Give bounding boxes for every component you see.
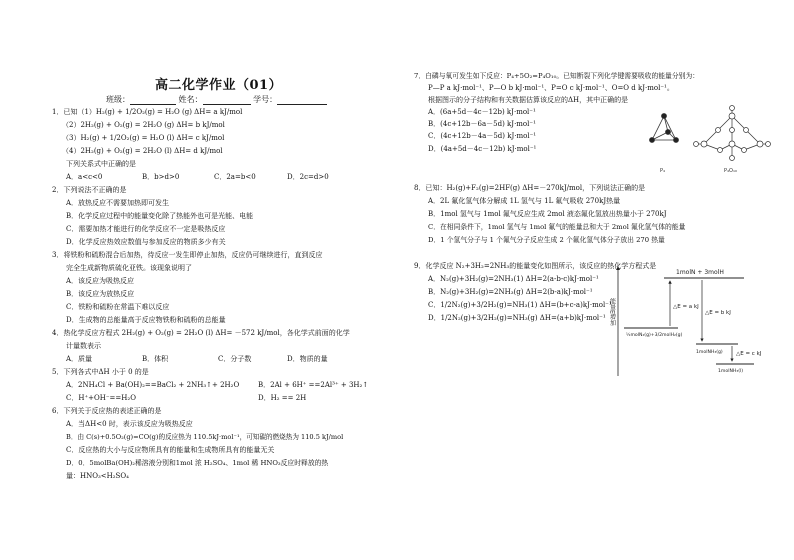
q4-option-a: A．质量 [66, 355, 93, 363]
q6-option-d-line1: D．0．5molBa(OH)₂稀溶液分别和1mol 浓 H₂SO₄、1mol 稀 HNO₃反应时释放的热 [66, 459, 329, 467]
q4-stem-line1: 4．热化学反应方程式 2H₂(g) + O₂(g) = 2H₂O (l) ΔH= －572 kJ/mol，各化学式前面的化学 [52, 329, 350, 337]
q1-ask: 下列关系式中正确的是 [66, 160, 136, 168]
q5-stem: 5．下列各式中ΔH 小于 0 的是 [52, 368, 149, 376]
q7-stem-line1: 7．白磷与氧可发生如下反应：P₄+5O₂=P₄O₁₀。已知断裂下列化学键需要吸收的能量分别为： [414, 72, 700, 80]
q6-option-b: B．由 C(s)+0.5O₂(g)=CO(g)的反应热为 110.5kJ·mol⁻¹，可知碳的燃烧热为 110.5 kJ/mol [66, 433, 344, 441]
q2-option-a: A．放热反应不需要加热即可发生 [66, 199, 170, 207]
id-field [277, 96, 327, 105]
p4o10-label: P₄O₁₀ [724, 168, 737, 174]
molecule-structures [640, 100, 790, 180]
level-atoms-label: 1molN + 3molH [676, 269, 724, 276]
q9-option-a: A．N₂(g)+3H₂(g)=2NH₃(1) ΔH=2(a-b-c)kJ·mol⁻¹ [428, 275, 599, 283]
q9-stem: 9．化学反应 N₂+3H₂=2NH₃的能量变化如图所示，该反应的热化学方程式是 [414, 262, 657, 270]
q4-option-b: B．体积 [142, 355, 169, 363]
delta-c-label: △E = c kJ [736, 351, 762, 357]
q2-option-d: D．化学反应热效应数值与参加反应的物质多少有关 [66, 238, 226, 246]
student-info-line [106, 94, 327, 105]
delta-b-label: △E = b kJ [705, 310, 731, 316]
q2-stem: 2．下列说法不正确的是 [52, 186, 127, 194]
q6-option-c: C．反应热的大小与反应物所具有的能量和生成物所具有的能量无关 [66, 446, 275, 454]
name-field [203, 96, 251, 105]
q8-option-b: B．1mol 氢气与 1mol 氟气反应生成 2mol 液态氟化氢放出热量小于 270kJ [428, 210, 667, 218]
q4-option-d: D．物质的量 [287, 355, 328, 363]
q1-option-d: D．2c=d>0 [287, 173, 329, 181]
q6-stem: 6．下列关于反应热的表述正确的是 [52, 407, 162, 415]
q1-option-b: B．b>d>0 [142, 173, 180, 181]
q7-option-d: D．(4a+5d－4c－12b) kJ·mol⁻¹ [428, 145, 537, 153]
q9-option-d: D．1/2N₂(g)+3/2H₂(g)=NH₃(g) ΔH=(a+b)kJ·mol⁻¹ [428, 314, 606, 322]
q7-option-a: A．(6a+5d－4c－12b) kJ·mol⁻¹ [428, 108, 536, 116]
class-label: 班级： [106, 95, 130, 104]
level-nh3-gas-label: 1molNH₃(g) [696, 350, 723, 355]
q8-option-d: D．1 个氢气分子与 1 个氟气分子反应生成 2 个氟化氢气体分子放出 270 热量 [428, 236, 665, 244]
level-reactants-label: ½molN₂(g)+3/2molH₂(g) [626, 333, 683, 338]
q9-option-c: C．1/2N₂(g)+3/2H₂(g)=NH₃(1) ΔH=(b+c-a)kJ·mol⁻¹ [428, 301, 612, 309]
q7-stem-line3: 根据图示的分子结构和有关数据估算该反应的ΔH，其中正确的是 [428, 96, 629, 104]
id-label: 学号： [253, 95, 278, 104]
q5-option-b: B．2Al + 6H⁺ ==2Al³⁺ + 3H₂↑ [258, 381, 369, 389]
q8-option-a: A．2L 氟化氢气体分解成 1L 氢气与 1L 氟气吸收 270kJ热量 [428, 197, 621, 205]
class-field [130, 96, 176, 105]
q3-option-a: A．该反应为吸热反应 [66, 277, 135, 285]
q5-option-a: A．2NH₄Cl + Ba(OH)₂==BaCl₂ + 2NH₃↑+ 2H₂O [66, 381, 240, 389]
q3-stem-line1: 3．将铁粉和硫粉混合后加热，待反应一发生即停止加热，反应仍可继续进行，直到反应 [52, 251, 323, 259]
p4-structure [650, 114, 679, 143]
q3-stem-line2: 完全生成新物质硫化亚铁。该现象说明了 [66, 264, 192, 272]
p4o10-structure [694, 106, 771, 161]
q1-eq2: （2）2H₂(g) + O₂(g) = 2H₂O (g) ΔH= b kJ/mol [62, 121, 225, 129]
q5-option-c: C．H⁺+OH⁻==H₂O [66, 394, 136, 402]
q4-option-c: C．分子数 [218, 355, 252, 363]
q5-option-d: D．H₂ == 2H [258, 394, 307, 402]
q7-option-b: B．(4c+12b－6a－5d) kJ·mol⁻¹ [428, 120, 536, 128]
q7-option-c: C．(4c+12b－4a－5d) kJ·mol⁻¹ [428, 132, 537, 140]
energy-level-diagram [604, 258, 764, 380]
q3-option-c: C．铁粉和硫粉在常温下难以反应 [66, 303, 170, 311]
delta-a-label: △E = a kJ [673, 304, 699, 310]
q9-option-b: B．N₂(g)+3H₂(g)=2NH₃(g) ΔH=2(b-a)kJ·mol⁻¹ [428, 288, 593, 296]
q8-stem: 8．已知：H₂(g)+F₂(g)=2HF(g) ΔH=－270kJ/mol，下列说法正确的是 [414, 184, 646, 192]
q8-option-c: C．在相同条件下，1mol 氢气与 1mol 氟气的能量总和大于 2mol 氟化氢气体的能量 [428, 223, 686, 231]
q1-option-c: C．2a=b<0 [214, 173, 256, 181]
q1-eq3: （3）H₂(g) + 1/2O₂(g) = H₂O (l) ΔH= c kJ/mol [62, 134, 225, 142]
q7-stem-line2: P—P a kJ·mol⁻¹、P—O b kJ·mol⁻¹、P=O c kJ·mol⁻¹、O=O d kJ·mol⁻¹。 [428, 84, 674, 92]
q6-option-d-line2: 量：HNO₃<H₂SO₄ [66, 472, 129, 480]
q1-option-a: A．a<c<0 [66, 173, 103, 181]
name-label: 姓名： [178, 95, 203, 104]
p4-label: P₄ [660, 168, 666, 174]
q1-stem: 1．已知（1）H₂(g) + 1/2O₂(g) = H₂O (g) ΔH= a kJ/mol [52, 108, 243, 116]
page-title: 高二化学作业（01） [155, 78, 283, 93]
level-nh3-liquid-label: 1molNH₃(l) [718, 369, 744, 374]
q1-eq4: （4）2H₂(g) + O₂(g) = 2H₂O (l) ΔH= d kJ/mol [62, 147, 223, 155]
q6-option-a: A．当ΔH<0 时，表示该反应为吸热反应 [66, 420, 193, 428]
q3-option-d: D．生成物的总能量高于反应物铁粉和硫粉的总能量 [66, 316, 226, 324]
q4-stem-line2: 计量数表示 [66, 342, 101, 350]
axis-label: 能量E增加 [608, 298, 616, 326]
q2-option-b: B．化学反应过程中的能量变化除了热能外也可是光能、电能 [66, 212, 254, 220]
q3-option-b: B．该反应为放热反应 [66, 290, 135, 298]
q2-option-c: C．需要加热才能进行的化学反应不一定是吸热反应 [66, 225, 226, 233]
